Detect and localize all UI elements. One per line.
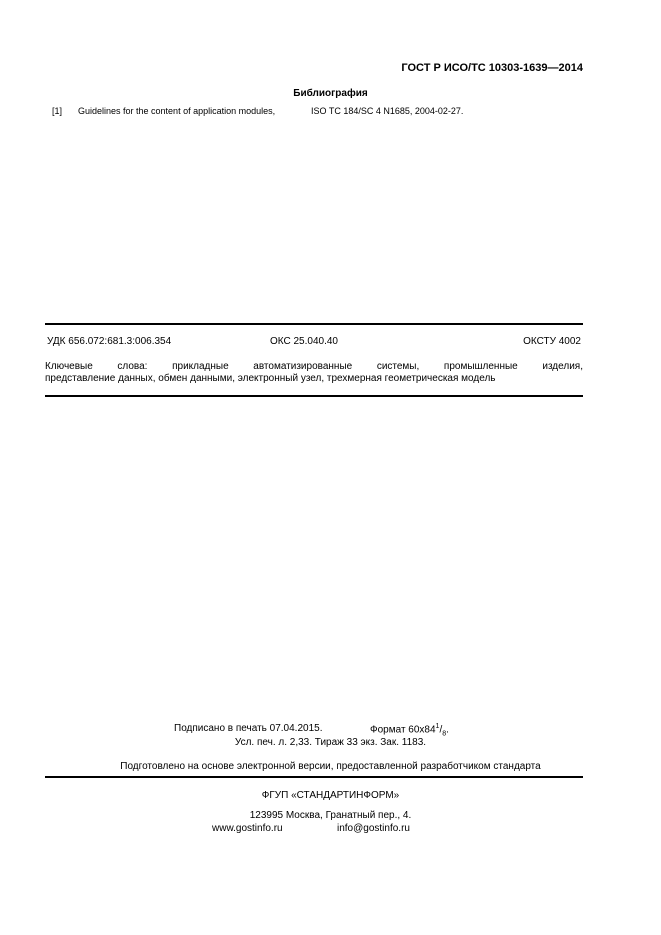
bibliography-item-code: ISO TC 184/SC 4 N1685, 2004-02-27. bbox=[311, 106, 464, 116]
publisher-address: 123995 Москва, Гранатный пер., 4. bbox=[249, 810, 412, 821]
paper-format-numerator: 1 bbox=[435, 723, 440, 730]
oks-code: ОКС 25.040.40 bbox=[270, 336, 338, 347]
keywords-line-2: представление данных, обмен данными, электронный узел, трехмерная геометрическая модель bbox=[45, 373, 496, 384]
bibliography-title: Библиография bbox=[293, 88, 368, 99]
paper-format-denominator: 8 bbox=[442, 730, 447, 738]
paper-format-label: Формат 60x84 bbox=[370, 724, 436, 736]
divider-top bbox=[45, 323, 583, 325]
publisher-name: ФГУП «СТАНДАРТИНФОРМ» bbox=[261, 790, 400, 801]
udk-code: УДК 656.072:681.3:006.354 bbox=[47, 336, 172, 347]
okstu-code: ОКСТУ 4002 bbox=[523, 336, 581, 347]
divider-middle bbox=[45, 395, 583, 397]
signed-date: Подписано в печать 07.04.2015. bbox=[174, 723, 323, 734]
publisher-email: info@gostinfo.ru bbox=[337, 823, 410, 834]
print-info: Усл. печ. л. 2,33. Тираж 33 экз. Зак. 1183. bbox=[234, 737, 427, 748]
keywords-line-1: Ключевые слова: прикладные автоматизированные системы, промышленные изделия, bbox=[45, 361, 583, 372]
paper-format: Формат $60x84^1/_8$. bbox=[370, 723, 449, 738]
prepared-note: Подготовлено на основе электронной версии, предоставленной разработчиком стандарта bbox=[120, 761, 541, 772]
standard-code-header: ГОСТ Р ИСО/ТС 10303-1639—2014 bbox=[401, 62, 583, 74]
publisher-website: www.gostinfo.ru bbox=[212, 823, 283, 834]
bibliography-item-number: [1] bbox=[52, 106, 63, 116]
paper-format-end: . bbox=[446, 724, 449, 736]
divider-bottom bbox=[45, 776, 583, 778]
bibliography-item-title: Guidelines for the content of application modules, bbox=[78, 106, 276, 116]
